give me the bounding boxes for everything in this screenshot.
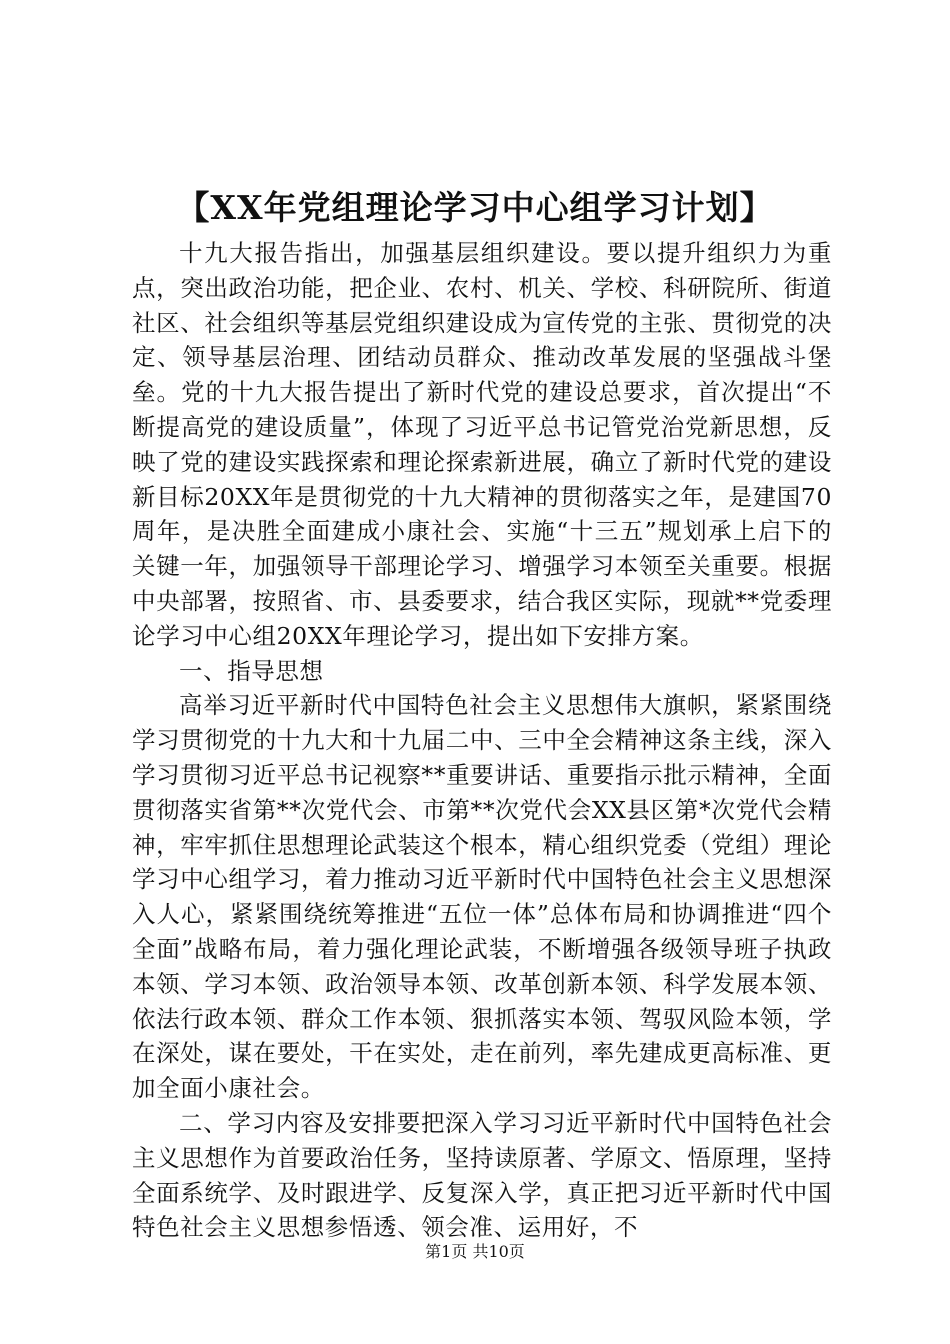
intro-paragraph: 十九大报告指出，加强基层组织建设。要以提升组织力为重点，突出政治功能，把企业、农村、机关、学校、科研院所、街道社区、社会组织等基层党组织建设成为宣传党的主张、贯彻党的决定、领导基层治理、团结动员群众、推动改革发展的坚强战斗堡垒。党的十九大报告提出了新时代党的建设总要求，首次提出“不断提高党的建设质量”，体现了习近平总书记管党治党新思想，反映了党的建设实践探索和理论探索新进展，确立了新时代党的建设新目标20XX年是贯彻党的十九大精神的贯彻落实之年，是建国70周年，是决胜全面建成小康社会、实施“十三五”规划承上启下的关键一年，加强领导干部理论学习、增强学习本领至关重要。根据中央部署，按照省、市、县委要求，结合我区实际，现就**党委理论学习中心组20XX年理论学习，提出如下安排方案。 xyxy=(132,239,832,650)
page-number-footer: 第1页 共10页 xyxy=(425,1242,525,1261)
guiding-ideology-paragraph: 高举习近平新时代中国特色社会主义思想伟大旗帜，紧紧围绕学习贯彻党的十九大和十九届二中、三中全会精神这条主线，深入学习贯彻习近平总书记视察**重要讲话、重要指示批示精神，全面贯彻落实省第**次党代会、市第**次党代会XX县区第*次党代会精神，牢牢抓住思想理论武装这个根本，精心组织党委（党组）理论学习中心组学习，着力推动习近平新时代中国特色社会主义思想深入人心，紧紧围绕统筹推进“五位一体”总体布局和协调推进“四个全面”战略布局，着力强化理论武装，不断增强各级领导班子执政本领、学习本领、政治领导本领、改革创新本领、科学发展本领、依法行政本领、群众工作本领、狠抓落实本领、驾驭风险本领，学在深处，谋在要处，干在实处，走在前列，率先建成更高标准、更加全面小康社会。 xyxy=(132,691,832,1103)
document-body xyxy=(132,236,832,1245)
study-content-paragraph: 二、学习内容及安排要把深入学习习近平新时代中国特色社会主义思想作为首要政治任务，坚持读原著、学原文、悟原理，坚持全面系统学、及时跟进学、反复深入学，真正把习近平新时代中国特色社会主义思想参悟透、领会准、运用好，不 xyxy=(132,1108,832,1242)
section-heading-guiding-ideology: 一、指导思想 xyxy=(179,656,324,685)
document-title: 【XX年党组理论学习中心组学习计划】 xyxy=(176,188,774,227)
